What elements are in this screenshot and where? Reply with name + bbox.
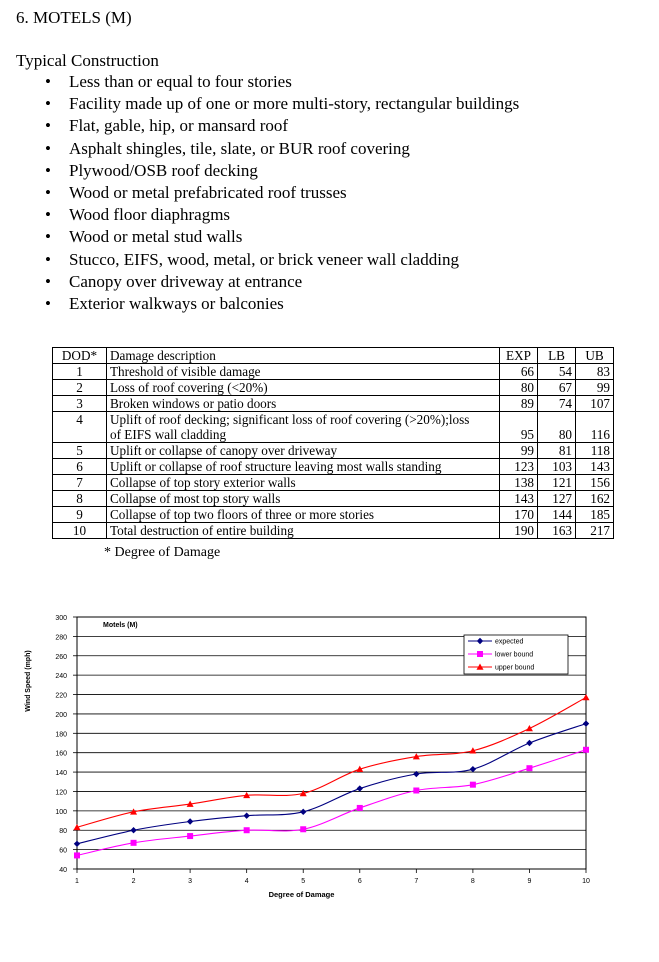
cell-dod: 10 bbox=[53, 523, 107, 539]
cell-desc: Threshold of visible damage bbox=[107, 364, 500, 380]
header-ub: UB bbox=[576, 348, 614, 364]
header-lb: LB bbox=[538, 348, 576, 364]
x-tick-label: 9 bbox=[527, 878, 532, 885]
y-tick-label: 60 bbox=[59, 847, 67, 855]
point-lower-bound bbox=[244, 827, 250, 833]
x-tick-label: 7 bbox=[414, 878, 419, 885]
table-row bbox=[53, 459, 614, 475]
y-tick-label: 140 bbox=[55, 770, 67, 778]
header-description: Damage description bbox=[107, 348, 500, 364]
cell-exp: 89 bbox=[500, 396, 538, 412]
table-footnote: * Degree of Damage bbox=[104, 545, 221, 560]
cell-dod: 8 bbox=[53, 491, 107, 507]
point-lower-bound bbox=[357, 805, 363, 811]
table-row bbox=[53, 364, 614, 380]
cell-desc: Uplift or collapse of roof structure leaving most walls standing bbox=[107, 459, 500, 475]
construction-list bbox=[0, 71, 519, 315]
table-row bbox=[53, 475, 614, 491]
cell-ub: 99 bbox=[576, 380, 614, 396]
cell-lb: 81 bbox=[538, 443, 576, 459]
point-lower-bound bbox=[187, 833, 193, 839]
y-tick-label: 40 bbox=[59, 867, 67, 874]
cell-dod: 9 bbox=[53, 507, 107, 523]
list-item: • Less than or equal to four stories bbox=[0, 71, 519, 93]
list-item: • Asphalt shingles, tile, slate, or BUR roof covering bbox=[0, 138, 519, 160]
cell-exp: 123 bbox=[500, 459, 538, 475]
table-row bbox=[53, 491, 614, 507]
cell-ub: 162 bbox=[576, 491, 614, 507]
point-lower-bound bbox=[300, 826, 306, 832]
cell-dod: 1 bbox=[53, 364, 107, 380]
cell-desc: Total destruction of entire building bbox=[107, 523, 500, 539]
cell-ub: 116 bbox=[576, 412, 614, 443]
list-item: • Canopy over driveway at entrance bbox=[0, 271, 519, 293]
header-exp: EXP bbox=[500, 348, 538, 364]
point-lower-bound bbox=[470, 782, 476, 788]
cell-lb: 127 bbox=[538, 491, 576, 507]
y-tick-label: 180 bbox=[55, 731, 67, 739]
table-row bbox=[53, 507, 614, 523]
cell-ub: 156 bbox=[576, 475, 614, 491]
cell-desc-line: of EIFS wall cladding bbox=[110, 427, 227, 442]
cell-lb: 121 bbox=[538, 475, 576, 491]
point-lower-bound bbox=[131, 840, 137, 846]
table-row bbox=[53, 412, 614, 443]
cell-desc: Broken windows or patio doors bbox=[107, 396, 500, 412]
x-tick-label: 3 bbox=[188, 878, 193, 885]
damage-table bbox=[52, 347, 614, 539]
x-tick-label: 4 bbox=[244, 878, 249, 885]
cell-dod: 2 bbox=[53, 380, 107, 396]
x-tick-label: 8 bbox=[470, 878, 475, 885]
cell-desc: Collapse of top two floors of three or more stories bbox=[107, 507, 500, 523]
cell-ub: 107 bbox=[576, 396, 614, 412]
y-tick-label: 280 bbox=[55, 634, 67, 642]
y-axis-label: Wind Speed (mph) bbox=[25, 650, 32, 712]
cell-exp: 95 bbox=[500, 412, 538, 443]
cell-lb: 67 bbox=[538, 380, 576, 396]
cell-ub: 185 bbox=[576, 507, 614, 523]
list-item: • Exterior walkways or balconies bbox=[0, 293, 519, 315]
list-item: • Facility made up of one or more multi-story, rectangular buildings bbox=[0, 93, 519, 115]
cell-dod: 3 bbox=[53, 396, 107, 412]
cell-exp: 66 bbox=[500, 364, 538, 380]
cell-desc: Uplift or collapse of canopy over driveway bbox=[107, 443, 500, 459]
cell-exp: 80 bbox=[500, 380, 538, 396]
y-tick-label: 160 bbox=[55, 750, 67, 758]
cell-exp: 190 bbox=[500, 523, 538, 539]
cell-dod: 6 bbox=[53, 459, 107, 475]
table-row bbox=[53, 523, 614, 539]
y-tick-label: 260 bbox=[55, 653, 67, 661]
cell-ub: 217 bbox=[576, 523, 614, 539]
legend-label-lower-bound: lower bound bbox=[495, 651, 534, 659]
cell-dod: 7 bbox=[53, 475, 107, 491]
y-tick-label: 220 bbox=[55, 692, 67, 700]
y-tick-label: 100 bbox=[55, 808, 67, 816]
x-tick-label: 6 bbox=[357, 878, 362, 885]
x-axis-label: Degree of Damage bbox=[268, 890, 335, 899]
y-tick-label: 240 bbox=[55, 673, 67, 681]
cell-lb: 103 bbox=[538, 459, 576, 475]
legend-marker-lower-bound bbox=[477, 651, 483, 657]
table-row bbox=[53, 443, 614, 459]
x-tick-label: 2 bbox=[131, 878, 136, 885]
list-item: • Wood or metal prefabricated roof trusses bbox=[0, 182, 519, 204]
legend-label-upper-bound: upper bound bbox=[495, 664, 535, 672]
cell-exp: 99 bbox=[500, 443, 538, 459]
cell-desc: Loss of roof covering (<20%) bbox=[107, 380, 500, 396]
cell-desc bbox=[107, 412, 500, 443]
x-tick-label: 10 bbox=[582, 878, 590, 885]
subheading: Typical Construction bbox=[16, 51, 159, 70]
list-item: • Flat, gable, hip, or mansard roof bbox=[0, 115, 519, 137]
section-heading: 6. MOTELS (M) bbox=[16, 8, 132, 27]
legend-label-expected: expected bbox=[495, 638, 524, 646]
cell-lb: 74 bbox=[538, 396, 576, 412]
point-lower-bound bbox=[526, 765, 532, 771]
list-item: • Plywood/OSB roof decking bbox=[0, 160, 519, 182]
cell-exp: 170 bbox=[500, 507, 538, 523]
point-lower-bound bbox=[74, 852, 80, 858]
cell-dod: 4 bbox=[53, 412, 107, 443]
cell-lb: 54 bbox=[538, 364, 576, 380]
x-tick-label: 5 bbox=[301, 878, 306, 885]
list-item: • Stucco, EIFS, wood, metal, or brick veneer wall cladding bbox=[0, 249, 519, 271]
point-lower-bound bbox=[583, 747, 589, 753]
cell-ub: 118 bbox=[576, 443, 614, 459]
y-tick-label: 80 bbox=[59, 828, 67, 836]
wind-speed-chart bbox=[0, 600, 659, 910]
table-row bbox=[53, 380, 614, 396]
y-tick-label: 120 bbox=[55, 789, 67, 797]
cell-desc: Collapse of top story exterior walls bbox=[107, 475, 500, 491]
list-item: • Wood or metal stud walls bbox=[0, 226, 519, 248]
y-tick-label: 300 bbox=[55, 615, 67, 622]
x-tick-label: 1 bbox=[75, 878, 79, 885]
cell-ub: 143 bbox=[576, 459, 614, 475]
header-dod: DOD* bbox=[53, 348, 107, 364]
point-lower-bound bbox=[413, 787, 419, 793]
cell-lb: 144 bbox=[538, 507, 576, 523]
chart-title: Motels (M) bbox=[103, 622, 138, 629]
table-row bbox=[53, 396, 614, 412]
cell-exp: 138 bbox=[500, 475, 538, 491]
cell-desc: Collapse of most top story walls bbox=[107, 491, 500, 507]
y-tick-label: 200 bbox=[55, 711, 67, 719]
cell-lb: 80 bbox=[538, 412, 576, 443]
cell-ub: 83 bbox=[576, 364, 614, 380]
cell-dod: 5 bbox=[53, 443, 107, 459]
cell-exp: 143 bbox=[500, 491, 538, 507]
cell-lb: 163 bbox=[538, 523, 576, 539]
list-item: • Wood floor diaphragms bbox=[0, 204, 519, 226]
cell-desc-line: Uplift of roof decking; significant loss of roof covering (>20%);loss bbox=[110, 412, 470, 427]
table-header-row bbox=[53, 348, 614, 364]
